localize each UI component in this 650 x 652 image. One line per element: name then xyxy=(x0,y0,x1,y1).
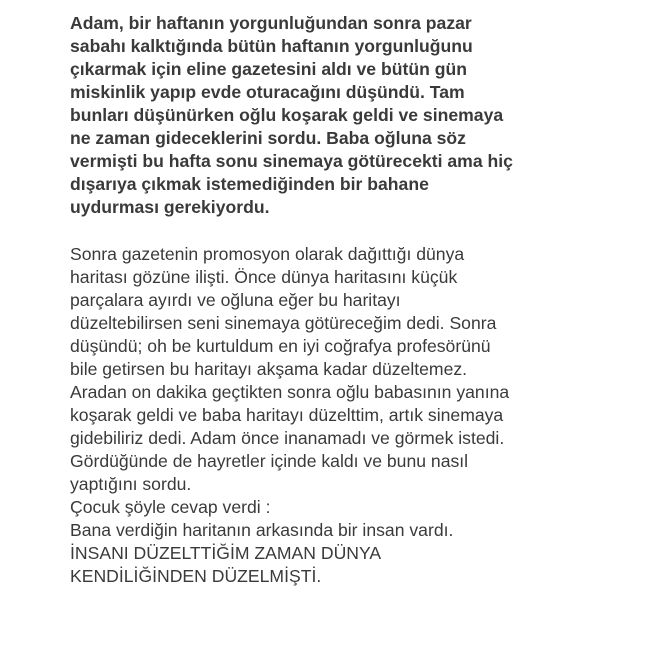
text-line: Adam, bir haftanın yorgunluğundan sonra pazar xyxy=(70,13,472,33)
text-line: bile getirsen bu haritayı akşama kadar düzeltemez. xyxy=(70,359,468,379)
text-line: parçalara ayırdı ve oğluna eğer bu haritayı xyxy=(70,290,401,310)
paragraph-story xyxy=(70,243,640,588)
text-line: düzeltebilirsen seni sinemaya götüreceğim dedi. Sonra xyxy=(70,313,497,333)
text-line: düşündü; oh be kurtuldum en iyi coğrafya profesörünü xyxy=(70,336,491,356)
text-line: Çocuk şöyle cevap verdi : xyxy=(70,497,271,517)
text-line: uydurması gerekiyordu. xyxy=(70,197,270,217)
text-line: miskinlik yapıp evde oturacağını düşündü. Tam xyxy=(70,82,465,102)
text-line: Aradan on dakika geçtikten sonra oğlu babasının yanına xyxy=(70,382,510,402)
text-line: gidebiliriz dedi. Adam önce inanamadı ve görmek istedi. xyxy=(70,428,505,448)
text-line: Gördüğünde de hayretler içinde kaldı ve bunu nasıl xyxy=(70,451,469,471)
text-line: ne zaman gideceklerini sordu. Baba oğluna söz xyxy=(70,128,466,148)
document-page xyxy=(70,12,640,588)
text-line: yaptığını sordu. xyxy=(70,474,192,494)
text-line: sabahı kalktığında bütün haftanın yorgunluğunu xyxy=(70,36,473,56)
text-line: İNSANI DÜZELTTİĞİM ZAMAN DÜNYA xyxy=(70,543,382,563)
paragraph-intro xyxy=(70,12,640,219)
text-line: KENDİLİĞİNDEN DÜZELMİŞTİ. xyxy=(70,566,322,586)
text-line: koşarak geldi ve baba haritayı düzelttim, artık sinemaya xyxy=(70,405,504,425)
text-line: vermişti bu hafta sonu sinemaya götürecekti ama hiç xyxy=(70,151,513,171)
text-line: çıkarmak için eline gazetesini aldı ve bütün gün xyxy=(70,59,467,79)
text-line: bunları düşünürken oğlu koşarak geldi ve sinemaya xyxy=(70,105,504,125)
text-line: Sonra gazetenin promosyon olarak dağıttığı dünya xyxy=(70,244,465,264)
text-line: Bana verdiğin haritanın arkasında bir insan vardı. xyxy=(70,520,454,540)
text-line: haritası gözüne ilişti. Önce dünya haritasını küçük xyxy=(70,267,458,287)
text-line: dışarıya çıkmak istemediğinden bir bahane xyxy=(70,174,429,194)
